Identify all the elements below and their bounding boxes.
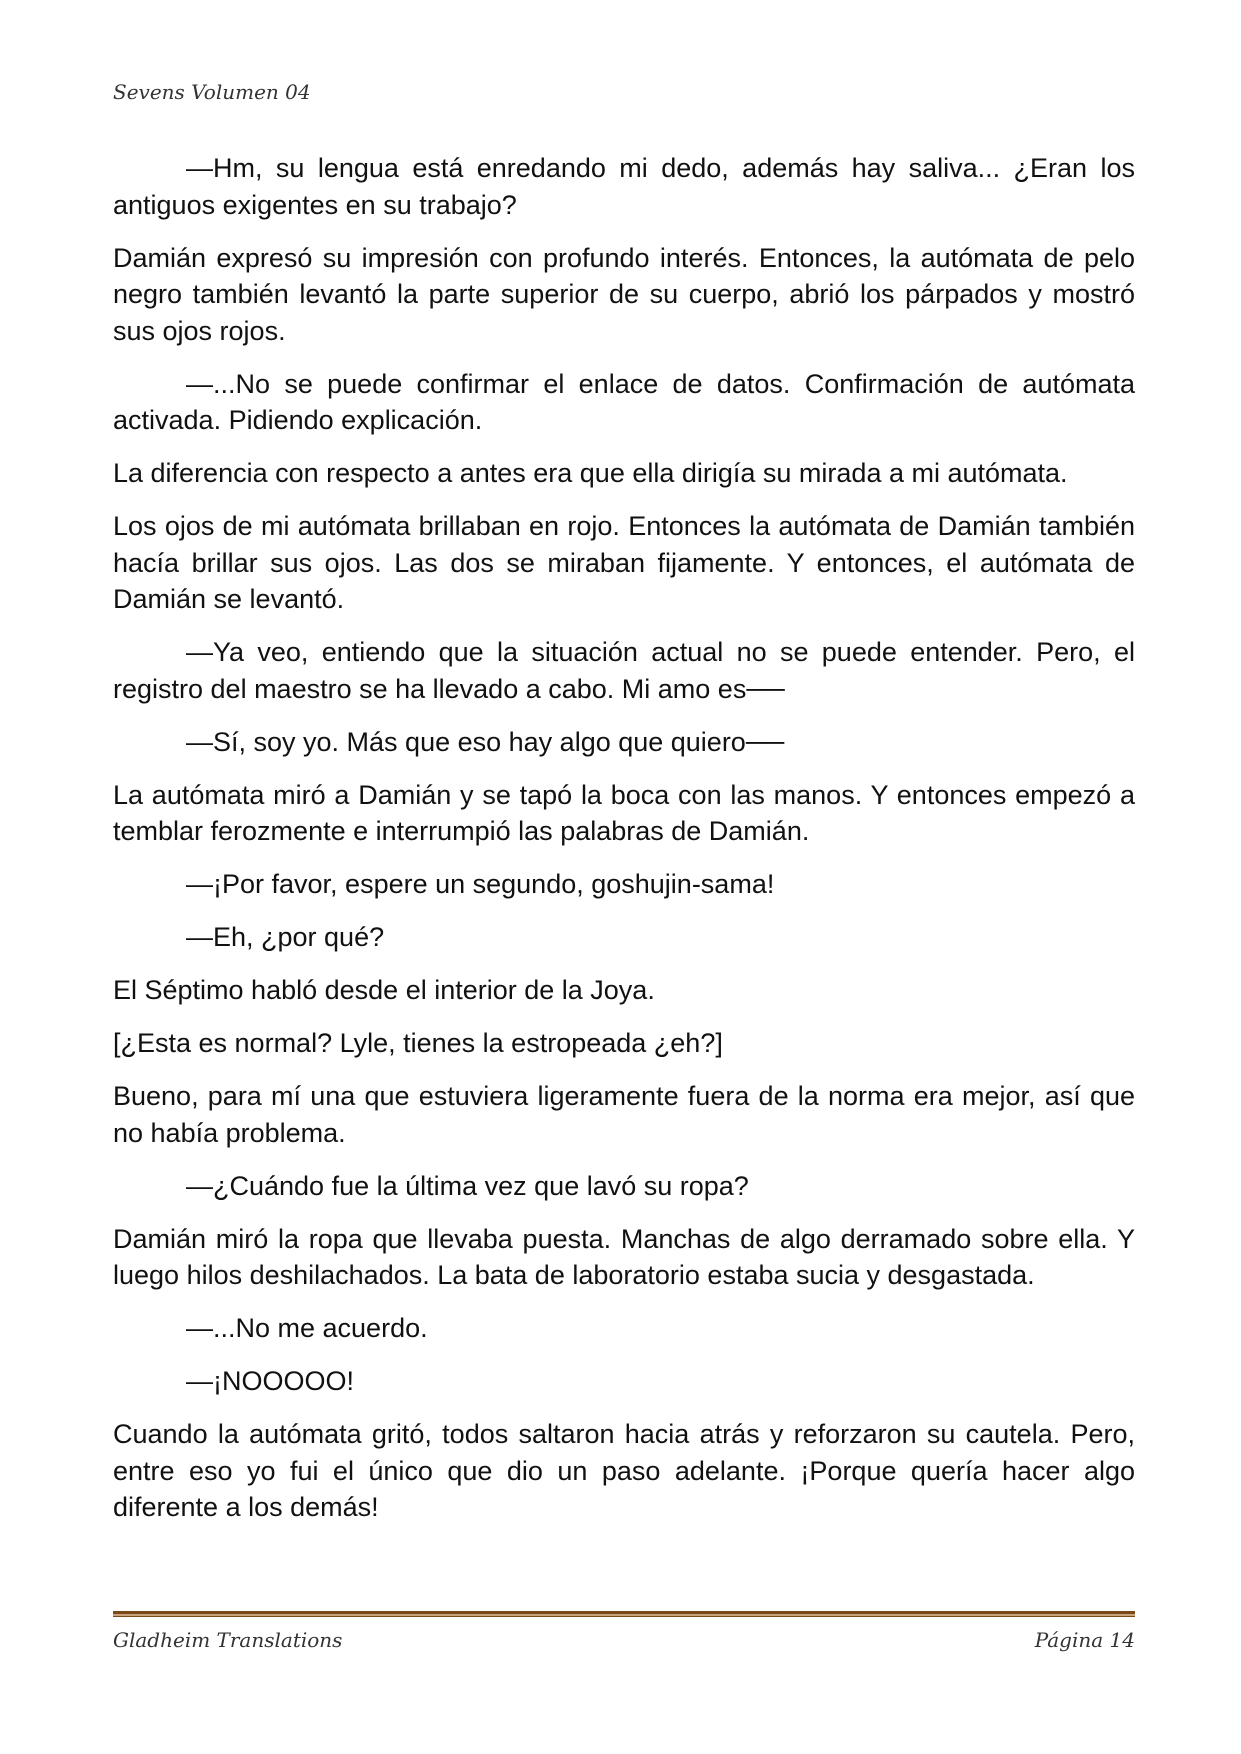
page-header-title: Sevens Volumen 04	[113, 80, 311, 104]
paragraph: Cuando la autómata gritó, todos saltaron hacia atrás y reforzaron su cautela. Pero, entre eso yo fui el único que dio un paso adelante. ¡Porque quería hacer algo diferente a los demás!	[113, 1419, 1135, 1522]
paragraph: —...No se puede confirmar el enlace de datos. Confirmación de autómata activada. Pidiendo explicación.	[113, 368, 1135, 435]
paragraph: —Sí, soy yo. Más que eso hay algo que quiero──	[186, 726, 785, 757]
paragraph: —Hm, su lengua está enredando mi dedo, además hay saliva... ¿Eran los antiguos exigentes en su trabajo?	[113, 153, 1135, 220]
paragraph: La diferencia con respecto a antes era que ella dirigía su mirada a mi autómata.	[113, 458, 1068, 488]
paragraph: Damián expresó su impresión con profundo interés. Entonces, la autómata de pelo negro también levantó la parte superior de su cuerpo, abrió los párpados y mostró sus ojos rojos.	[113, 242, 1135, 346]
paragraph: La autómata miró a Damián y se tapó la boca con las manos. Y entonces empezó a temblar ferozmente e interrumpió las palabras de Damián.	[113, 779, 1135, 846]
paragraph: —¡Por favor, espere un segundo, goshujin-sama!	[186, 869, 775, 899]
paragraph: —¿Cuándo fue la última vez que lavó su ropa?	[186, 1170, 749, 1201]
paragraph: El Séptimo habló desde el interior de la Joya.	[113, 975, 655, 1005]
paragraph: —...No me acuerdo.	[186, 1313, 428, 1343]
paragraph: —Ya veo, entiendo que la situación actual no se puede entender. Pero, el registro del maestro se ha llevado a cabo. Mi amo es──	[113, 637, 1135, 704]
paragraph: Damián miró la ropa que llevaba puesta. Manchas de algo derramado sobre ella. Y luego hilos deshilachados. La bata de laboratorio estaba sucia y desgastada.	[113, 1223, 1135, 1290]
paragraph: Bueno, para mí una que estuviera ligeramente fuera de la norma era mejor, así que no había problema.	[113, 1081, 1135, 1148]
page-body	[113, 150, 1135, 1542]
paragraph: —Eh, ¿por qué?	[186, 922, 385, 952]
footer-publisher: Gladheim Translations	[113, 1628, 343, 1652]
footer-divider	[113, 1611, 1135, 1616]
paragraph: [¿Esta es normal? Lyle, tienes la estropeada ¿eh?]	[113, 1028, 723, 1058]
paragraph: —¡NOOOOO!	[186, 1366, 354, 1396]
paragraph: Los ojos de mi autómata brillaban en rojo. Entonces la autómata de Damián también hacía brillar sus ojos. Las dos se miraban fijamente. Y entonces, el autómata de Damián se levantó.	[113, 511, 1135, 614]
footer-page-number: Página 14	[1034, 1628, 1135, 1652]
